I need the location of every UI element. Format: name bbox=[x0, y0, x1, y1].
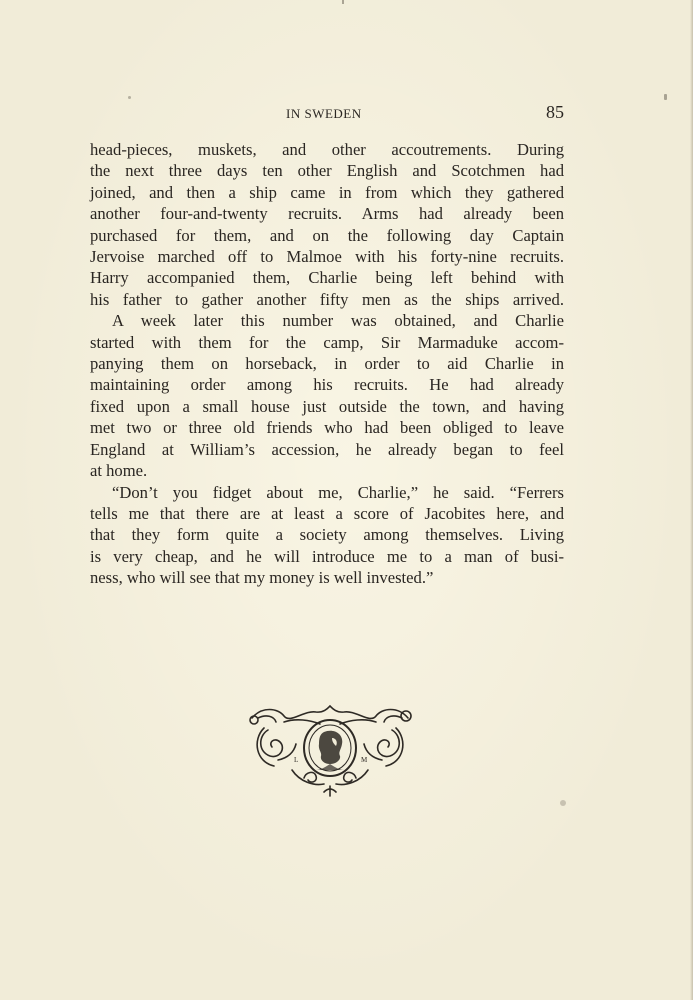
text-line: purchased for them, and on the following day Captain bbox=[90, 225, 564, 245]
paragraph bbox=[90, 139, 564, 310]
running-head bbox=[90, 104, 564, 124]
text-line: started with them for the camp, Sir Marmaduke accom- bbox=[90, 332, 564, 352]
text-line: head-pieces, muskets, and other accoutrements. During bbox=[90, 140, 564, 159]
text-line: maintaining order among his recruits. He had already bbox=[90, 375, 564, 395]
running-head-title: IN SWEDEN bbox=[286, 106, 362, 121]
text-line: “Don’t you fidget about me, Charlie,” he said. “Ferrers bbox=[112, 482, 564, 502]
scan-speck bbox=[560, 800, 566, 806]
text-line: England at William’s accession, he already began to feel bbox=[90, 439, 564, 459]
text-line: tells me that there are at least a score of Jacobites here, and bbox=[90, 503, 564, 523]
text-line: ness, who will see that my money is well invested.” bbox=[90, 568, 434, 588]
body-text bbox=[90, 139, 564, 589]
text-line: his father to gather another fifty men as the ships arrived. bbox=[90, 289, 564, 309]
text-line: Jervoise marched off to Malmoe with his forty-nine recruits. bbox=[90, 247, 564, 267]
text-line: A week later this number was obtained, and Charlie bbox=[112, 311, 564, 331]
text-line: at home. bbox=[90, 461, 148, 481]
text-line: is very cheap, and he will introduce me to a man of busi- bbox=[90, 546, 564, 566]
paragraph bbox=[90, 310, 564, 481]
text-line: met two or three old friends who had been obliged to leave bbox=[90, 418, 564, 438]
ornament-letter-l: L bbox=[294, 756, 299, 764]
page-number: 85 bbox=[546, 102, 564, 122]
text-line: Harry accompanied them, Charlie being left behind with bbox=[90, 268, 564, 288]
tailpiece-ornament bbox=[244, 700, 416, 798]
text-line: joined, and then a ship came in from which they gathered bbox=[90, 182, 564, 202]
ornament-letter-m: M bbox=[361, 756, 368, 764]
text-line: panying them on horseback, in order to aid Charlie in bbox=[90, 354, 564, 374]
text-line: another four-and-twenty recruits. Arms had already been bbox=[90, 204, 564, 224]
text-line: that they form quite a society among themselves. Living bbox=[90, 525, 564, 545]
paragraph bbox=[90, 482, 564, 589]
scan-speck bbox=[128, 96, 131, 99]
scan-speck bbox=[342, 0, 344, 4]
text-line: fixed upon a small house just outside the town, and having bbox=[90, 396, 564, 416]
text-line: the next three days ten other English and Scotchmen had bbox=[90, 161, 564, 181]
scan-speck bbox=[664, 94, 667, 100]
